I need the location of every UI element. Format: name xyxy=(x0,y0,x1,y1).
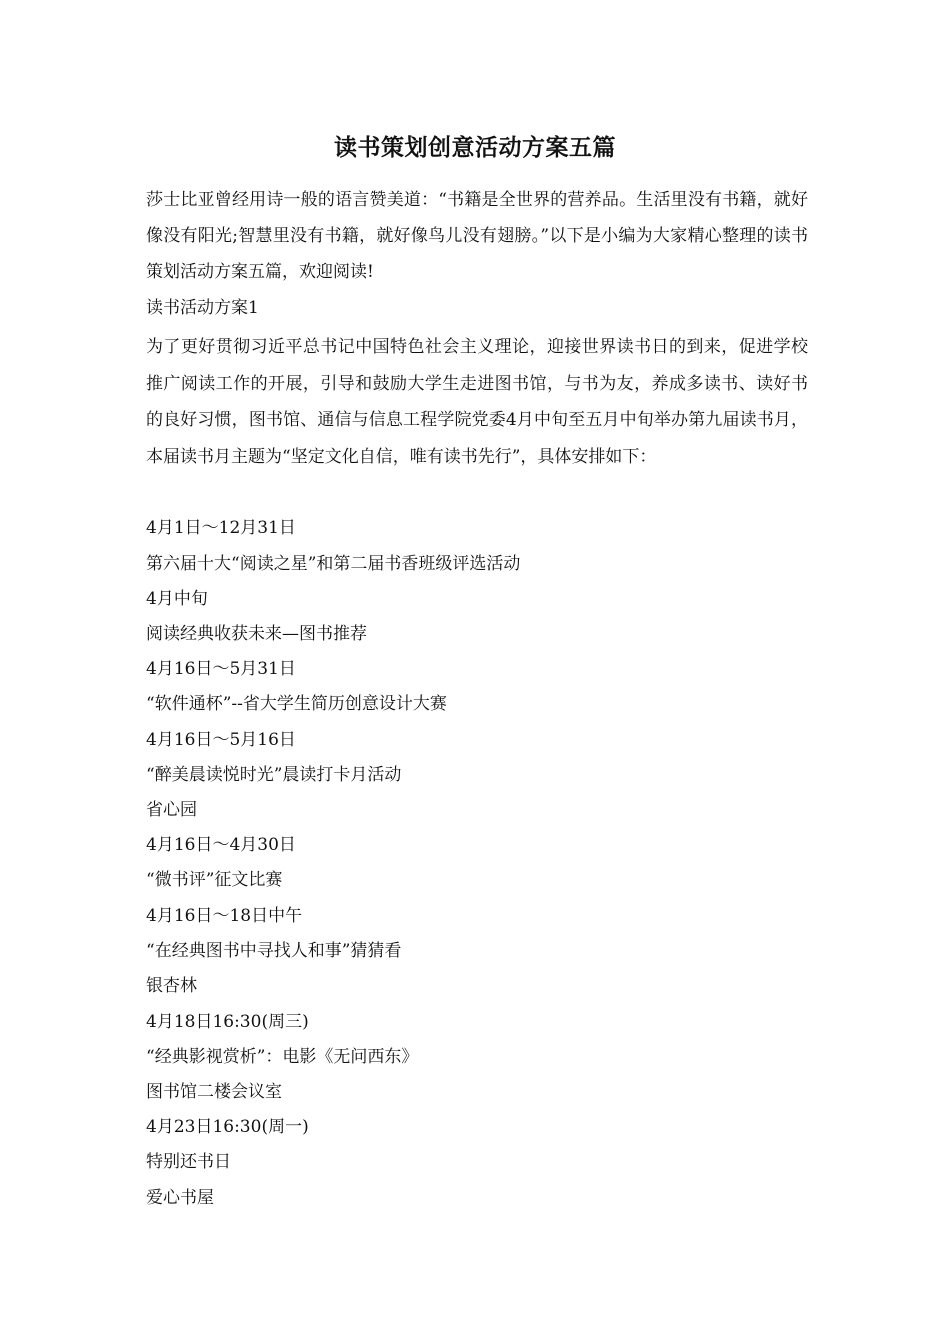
schedule-line: 4月中旬 xyxy=(146,589,208,609)
schedule-line: 4月1日～12月31日 xyxy=(146,518,296,538)
schedule-line: 阅读经典收获未来—图书推荐 xyxy=(146,624,367,644)
schedule-line: 4月16日～4月30日 xyxy=(146,835,296,855)
schedule-line: 第六届十大“阅读之星”和第二届书香班级评选活动 xyxy=(146,554,521,574)
section-heading: 读书活动方案1 xyxy=(146,298,259,318)
schedule-line: 图书馆二楼会议室 xyxy=(146,1082,282,1102)
schedule-line: 4月16日～5月16日 xyxy=(146,730,296,750)
schedule-line: 4月23日16:30(周一) xyxy=(146,1117,309,1137)
schedule-line: “在经典图书中寻找人和事”猜猜看 xyxy=(146,941,402,961)
schedule-line: 省心园 xyxy=(146,800,197,820)
schedule-line: 4月18日16:30(周三) xyxy=(146,1012,309,1032)
schedule-line: “醉美晨读悦时光”晨读打卡月活动 xyxy=(146,765,402,785)
intro-paragraph: 莎士比亚曾经用诗一般的语言赞美道：“书籍是全世界的营养品。生活里没有书籍，就好像没有阳光;智慧里没有书籍，就好像鸟儿没有翅膀。”以下是小编为大家精心整理的读书策划活动方案五篇，欢迎阅读! xyxy=(146,190,808,282)
schedule-line: 爱心书屋 xyxy=(146,1188,214,1208)
schedule-line: 4月16日～5月31日 xyxy=(146,659,296,679)
schedule-line: “微书评”征文比赛 xyxy=(146,870,283,890)
section-body-paragraph: 为了更好贯彻习近平总书记中国特色社会主义理论，迎接世界读书日的到来，促进学校推广阅读工作的开展，引导和鼓励大学生走进图书馆，与书为友，养成多读书、读好书的良好习惯，图书馆、通信与信息工程学院党委4月中旬至五月中旬举办第九届读书月，本届读书月主题为“坚定文化自信，唯有读书先行”，具体安排如下： xyxy=(146,337,808,467)
schedule-line: 银杏林 xyxy=(146,976,197,996)
document-title: 读书策划创意活动方案五篇 xyxy=(334,134,616,161)
schedule-line: 特别还书日 xyxy=(146,1152,231,1172)
schedule-line: “经典影视赏析”：电影《无问西东》 xyxy=(146,1047,419,1067)
schedule-line: “软件通杯”--省大学生简历创意设计大赛 xyxy=(146,694,447,714)
schedule-line: 4月16日～18日中午 xyxy=(146,906,303,926)
